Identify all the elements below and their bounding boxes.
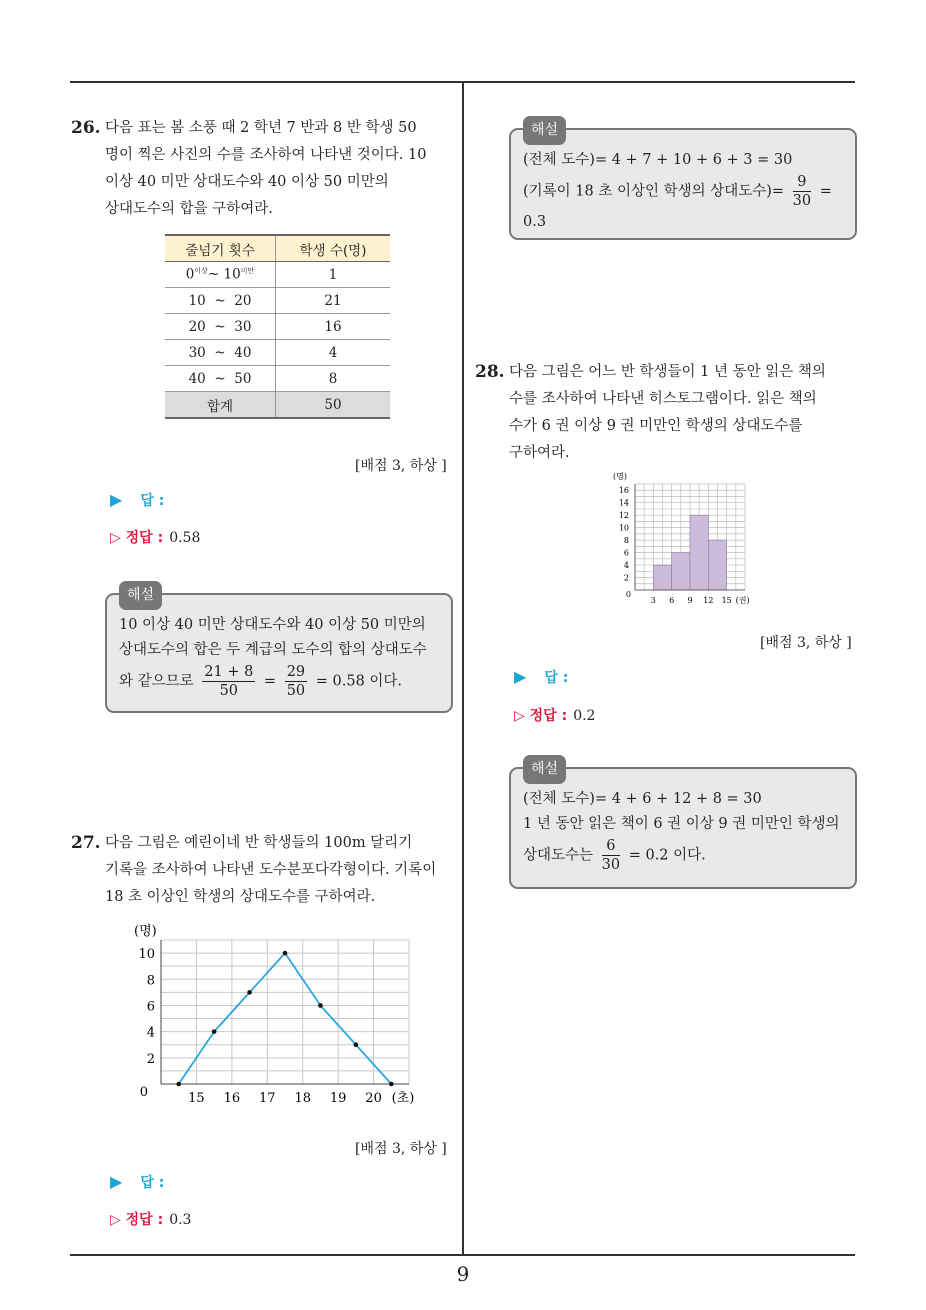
explanation-tag: 해설 <box>523 755 566 784</box>
explanation-line: 상대도수의 합은 두 계급의 도수의 합의 상대도수 <box>119 642 427 658</box>
correct-value: 0.58 <box>169 530 201 546</box>
correct-label: ▷ 정답 : <box>110 530 164 546</box>
fraction: $\frac{6}{30}$ <box>601 838 621 873</box>
x-tick-label: 20 <box>365 1091 382 1106</box>
score-label: [배점 3, 하상 ] <box>355 1141 447 1157</box>
table-row <box>165 314 390 340</box>
class-to: 10 <box>223 266 241 283</box>
question-26 <box>71 115 465 223</box>
class-from: 0 <box>185 266 195 283</box>
data-point <box>176 1082 181 1087</box>
data-point <box>283 951 288 956</box>
question-number: 28. <box>475 362 505 382</box>
frequency-polygon-chart <box>128 922 428 1107</box>
correct-label: ▷ 정답 : <box>110 1212 164 1228</box>
data-point <box>389 1082 394 1087</box>
x-tick-label: 0 <box>625 590 631 599</box>
question-line: 18 초 이상인 학생의 상대도수를 구하여라. <box>105 889 376 905</box>
question-line: 명이 찍은 사진의 수를 조사하여 나타낸 것이다. 10 <box>105 147 427 163</box>
class-from-sup: 이상 <box>194 267 208 276</box>
question-number: 26. <box>71 118 101 138</box>
y-axis-label: (명) <box>134 924 157 939</box>
class-to-sup: 미만 <box>240 267 255 276</box>
y-axis-label: (명) <box>613 472 627 481</box>
x-tick-label: 6 <box>669 596 675 605</box>
y-tick-label: 8 <box>146 973 155 989</box>
explanation-text: 와 같으므로 <box>119 673 194 690</box>
y-tick-label: 0 <box>139 1085 148 1100</box>
count-cell: 21 <box>276 288 391 314</box>
answer-label: 답 : <box>140 493 165 509</box>
answer-label: 답 : <box>140 1175 165 1191</box>
explanation-box <box>105 587 453 713</box>
y-tick-label: 2 <box>146 1051 155 1067</box>
fraction: $\frac{9}{30}$ <box>792 174 812 209</box>
play-triangle-icon: ▶ <box>514 667 527 686</box>
score-label: [배점 3, 하상 ] <box>760 635 852 651</box>
count-cell: 16 <box>276 314 391 340</box>
tilde: ~ <box>214 344 226 361</box>
y-tick-label: 16 <box>618 486 629 496</box>
correct-answer <box>514 705 595 725</box>
answer-row[interactable] <box>110 1172 164 1192</box>
bottom-rule <box>70 1254 855 1256</box>
explanation-line: 0.3 <box>523 214 547 230</box>
class-from: 10 <box>188 292 206 309</box>
question-line: 다음 그림은 어느 반 학생들이 1 년 동안 읽은 책의 <box>509 364 826 380</box>
y-tick-label: 2 <box>623 573 629 583</box>
answer-row[interactable] <box>514 667 568 687</box>
y-tick-label: 10 <box>618 523 629 533</box>
x-tick-label: 15 <box>188 1091 205 1106</box>
explanation-tag: 해설 <box>523 116 566 145</box>
y-tick-label: 12 <box>618 511 629 521</box>
table-row <box>165 366 390 392</box>
tilde: ~ <box>207 266 220 283</box>
data-point <box>247 990 252 995</box>
x-axis-label: (권) <box>735 596 750 605</box>
question-line: 다음 표는 봄 소풍 때 2 학년 7 반과 8 반 학생 50 <box>105 120 417 136</box>
class-to: 20 <box>234 292 252 309</box>
tilde: ~ <box>214 318 226 335</box>
data-point <box>354 1042 359 1047</box>
class-to: 40 <box>234 344 252 361</box>
total-value: 50 <box>276 392 391 419</box>
correct-value: 0.2 <box>573 708 596 724</box>
question-number: 27. <box>71 833 101 853</box>
x-tick-label: 16 <box>223 1091 241 1106</box>
explanation-box <box>509 122 857 240</box>
y-tick-label: 10 <box>138 947 155 963</box>
play-triangle-icon: ▶ <box>110 490 123 509</box>
class-from: 30 <box>188 344 206 361</box>
explanation-tag: 해설 <box>119 581 162 610</box>
tilde: ~ <box>214 370 226 387</box>
histogram-chart <box>608 470 768 610</box>
table-row <box>165 288 390 314</box>
histogram-bar <box>653 565 671 590</box>
question-line: 구하여라. <box>509 445 570 461</box>
data-point <box>212 1029 217 1034</box>
count-cell: 8 <box>276 366 391 392</box>
explanation-line: (전체 도수)= 4 + 6 + 12 + 8 = 30 <box>523 791 762 807</box>
outline-triangle-icon: ▷ <box>110 530 121 546</box>
score-label: [배점 3, 하상 ] <box>355 458 447 474</box>
explanation-line: 1 년 동안 읽은 책이 6 권 이상 9 권 미만인 학생의 <box>523 816 840 832</box>
column-divider <box>462 83 464 1254</box>
equals-sign: = <box>819 183 832 200</box>
y-tick-label: 4 <box>623 561 629 571</box>
class-to: 50 <box>234 370 252 387</box>
fraction: $\frac{21 + 8}{50}$ <box>204 664 254 699</box>
frequency-table <box>165 234 390 419</box>
question-27 <box>71 830 465 911</box>
explanation-text: 상대도수는 <box>523 847 594 864</box>
x-tick-label: 12 <box>703 596 714 605</box>
histogram-bar <box>672 553 690 590</box>
x-tick-label: 18 <box>294 1091 311 1106</box>
x-tick-label: 9 <box>687 596 693 605</box>
total-label: 합계 <box>165 392 276 419</box>
x-tick-label: 3 <box>650 596 656 605</box>
correct-answer <box>110 1209 191 1229</box>
count-cell: 4 <box>276 340 391 366</box>
table-header: 줄넘기 횟수 <box>165 235 276 262</box>
count-cell: 1 <box>276 262 391 288</box>
histogram-bar <box>708 540 726 590</box>
question-28 <box>475 359 859 467</box>
explanation-line <box>523 173 843 210</box>
play-triangle-icon: ▶ <box>110 1172 123 1191</box>
question-line: 수가 6 권 이상 9 권 미만인 학생의 상대도수를 <box>509 418 803 434</box>
explanation-line <box>523 837 843 874</box>
x-tick-label: 15 <box>721 596 732 605</box>
fraction: $\frac{29}{50}$ <box>286 664 306 699</box>
y-tick-label: 14 <box>618 498 629 508</box>
histogram-bar <box>690 515 708 590</box>
explanation-text: = 0.2 이다. <box>628 847 706 864</box>
table-header: 학생 수(명) <box>276 235 391 262</box>
tilde: ~ <box>214 292 226 309</box>
question-line: 이상 40 미만 상대도수와 40 이상 50 미만의 <box>105 174 389 190</box>
class-from: 40 <box>188 370 206 387</box>
question-line: 상대도수의 합을 구하여라. <box>105 201 273 217</box>
question-line: 기록을 조사하여 나타낸 도수분포다각형이다. 기록이 <box>105 862 437 878</box>
x-tick-label: 19 <box>329 1091 347 1106</box>
explanation-text: (기록이 18 초 이상인 학생의 상대도수)= <box>523 183 785 200</box>
class-to: 30 <box>234 318 252 335</box>
answer-row[interactable] <box>110 490 164 510</box>
question-line: 다음 그림은 예린이네 반 학생들의 100m 달리기 <box>105 835 413 851</box>
data-point <box>318 1003 323 1008</box>
explanation-text: = 0.58 이다. <box>315 673 403 690</box>
table-row <box>165 340 390 366</box>
table-row <box>165 262 390 288</box>
class-from: 20 <box>188 318 206 335</box>
outline-triangle-icon: ▷ <box>110 1212 121 1228</box>
equals-sign: = <box>263 673 277 690</box>
y-tick-label: 8 <box>623 536 629 546</box>
table-total-row <box>165 392 390 419</box>
answer-label: 답 : <box>544 670 569 686</box>
outline-triangle-icon: ▷ <box>514 708 525 724</box>
explanation-line: (전체 도수)= 4 + 7 + 10 + 6 + 3 = 30 <box>523 152 793 168</box>
y-tick-label: 4 <box>146 1025 155 1041</box>
y-tick-label: 6 <box>146 999 155 1015</box>
explanation-box <box>509 761 857 889</box>
correct-label: ▷ 정답 : <box>514 708 568 724</box>
x-axis-label: (초) <box>391 1091 415 1106</box>
y-tick-label: 6 <box>623 548 629 558</box>
page-number: 9 <box>456 1262 470 1286</box>
correct-answer <box>110 527 200 547</box>
x-tick-label: 17 <box>259 1091 276 1106</box>
explanation-line <box>119 663 439 700</box>
question-line: 수를 조사하여 나타낸 히스토그램이다. 읽은 책의 <box>509 391 817 407</box>
explanation-line: 10 이상 40 미만 상대도수와 40 이상 50 미만의 <box>119 617 426 633</box>
correct-value: 0.3 <box>169 1212 192 1228</box>
